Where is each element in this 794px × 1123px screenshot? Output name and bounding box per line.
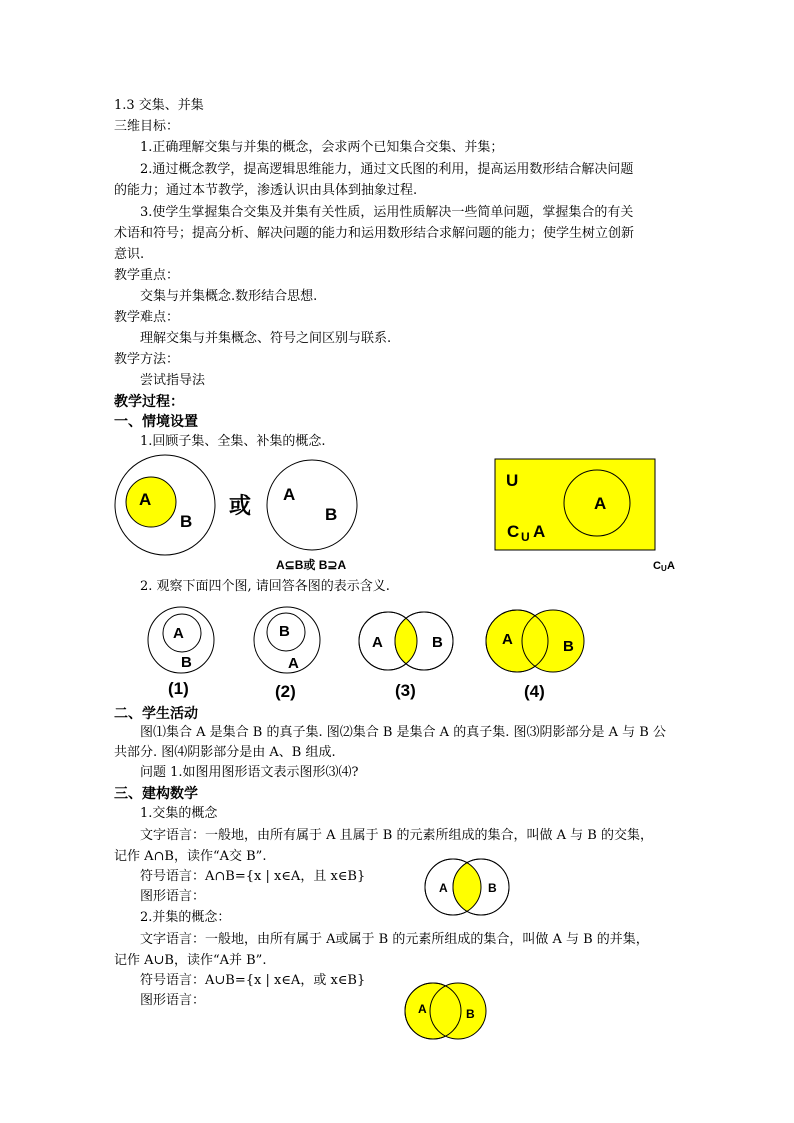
union-label-a: A <box>418 1002 427 1016</box>
key-text: 交集与并集概念.数形结合思想. <box>140 289 318 304</box>
process-label: 教学过程： <box>114 393 184 409</box>
section-2-label: 二、学生活动 <box>114 705 198 721</box>
fig1-label-a: A <box>173 625 184 642</box>
goal-2b: 的能力；通过本节教学，渗透认识由具体到抽象过程. <box>114 183 418 198</box>
subset-label-b: B <box>180 512 193 531</box>
section-2-question: 问题 1.如图用图形语文表示图形⑶⑷? <box>140 765 359 780</box>
fig3-label-b: B <box>432 634 443 651</box>
fig4-number: (4) <box>524 682 545 701</box>
goal-3b: 术语和符号；提高分析、解决问题的能力和运用数形结合求解问题的能力；使学生树立创新 <box>114 226 635 241</box>
intersection-label-a: A <box>439 881 448 895</box>
union-symbol: 符号语言：A∪B={x | x∈A，或 x∈B} <box>140 973 366 988</box>
caption-u: U <box>661 564 667 573</box>
fig3-number: (3) <box>395 681 416 700</box>
equal-label-b: B <box>325 505 338 524</box>
fig4-label-b: B <box>563 638 574 655</box>
difficulty-label: 教学难点： <box>114 310 180 325</box>
goal-3c: 意识. <box>114 247 145 262</box>
caption-c: C <box>653 560 661 572</box>
union-title: 2.并集的概念： <box>140 910 231 925</box>
goal-3a: 3.使学生掌握集合交集及并集有关性质，运用性质解决一些简单问题，掌握集合的有关 <box>140 205 634 220</box>
method-label: 教学方法： <box>114 352 180 367</box>
equal-label-a: A <box>283 485 296 504</box>
subset-caption: A⊆B或 B⊇A <box>276 558 347 572</box>
method-text: 尝试指导法 <box>140 373 206 388</box>
union-graph-label: 图形语言： <box>140 993 206 1008</box>
universal-label: U <box>506 471 519 490</box>
key-label: 教学重点： <box>114 268 180 283</box>
goal-1: 1.正确理解交集与并集的概念，会求两个已知集合交集、并集； <box>140 140 504 155</box>
section-2-para-1b: 共部分. 图⑷阴影部分是由 A、B 组成. <box>114 745 336 760</box>
complement-c: C <box>507 522 520 541</box>
complement-a: A <box>533 522 546 541</box>
intersection-word-a: 文字语言：一般地，由所有属于 A 且属于 B 的元素所组成的集合，叫做 A 与 B 的交集， <box>140 828 653 843</box>
goals-label: 三维目标： <box>114 119 180 134</box>
fig1-number: (1) <box>168 679 189 698</box>
section-1-item-2: 2. 观察下面四个图, 请回答各图的表示含义. <box>140 579 390 594</box>
union-label-b: B <box>466 1007 475 1021</box>
union-circle-b <box>430 983 486 1039</box>
union-word-a: 文字语言：一般地，由所有属于 A或属于 B 的元素所组成的集合，叫做 A 与 B 的并集， <box>140 932 649 947</box>
subset-label-a: A <box>139 490 152 509</box>
fig2-label-b: B <box>279 623 290 640</box>
difficulty-text: 理解交集与并集概念、符号之间区别与联系. <box>140 331 392 346</box>
complement-u: U <box>521 530 530 544</box>
page-title: 1.3 交集、并集 <box>114 98 204 113</box>
or-label: 或 <box>229 494 252 519</box>
goal-2a: 2.通过概念教学，提高逻辑思维能力，通过文氏图的利用，提高运用数形结合解决问题 <box>140 162 634 177</box>
fig2-label-a: A <box>288 655 299 672</box>
intersection-graph-label: 图形语言： <box>140 889 206 904</box>
fig3-label-a: A <box>372 634 383 651</box>
intersection-symbol: 符号语言：A∩B={x | x∈A，且 x∈B} <box>140 869 366 884</box>
intersection-title: 1.交集的概念 <box>140 806 218 821</box>
fig4-label-a: A <box>502 631 513 648</box>
section-3-label: 三、建构数学 <box>114 785 198 801</box>
fig1-label-b: B <box>181 654 192 671</box>
section-1-item-1: 1.回顾子集、全集、补集的概念. <box>140 434 326 449</box>
intersection-label-b: B <box>488 881 497 895</box>
intersection-word-b: 记作 A∩B，读作“A交 B”. <box>114 849 267 864</box>
fig2-number: (2) <box>275 682 296 701</box>
caption-a: A <box>667 560 675 572</box>
section-2-para-1a: 图⑴集合 A 是集合 B 的真子集. 图⑵集合 B 是集合 A 的真子集. 图⑶阴影部分是 A 与 B 公 <box>140 725 666 740</box>
complement-a-label: A <box>594 494 607 513</box>
union-word-b: 记作 A∪B，读作“A并 B”. <box>114 953 267 968</box>
section-1-label: 一、情境设置 <box>114 413 198 429</box>
